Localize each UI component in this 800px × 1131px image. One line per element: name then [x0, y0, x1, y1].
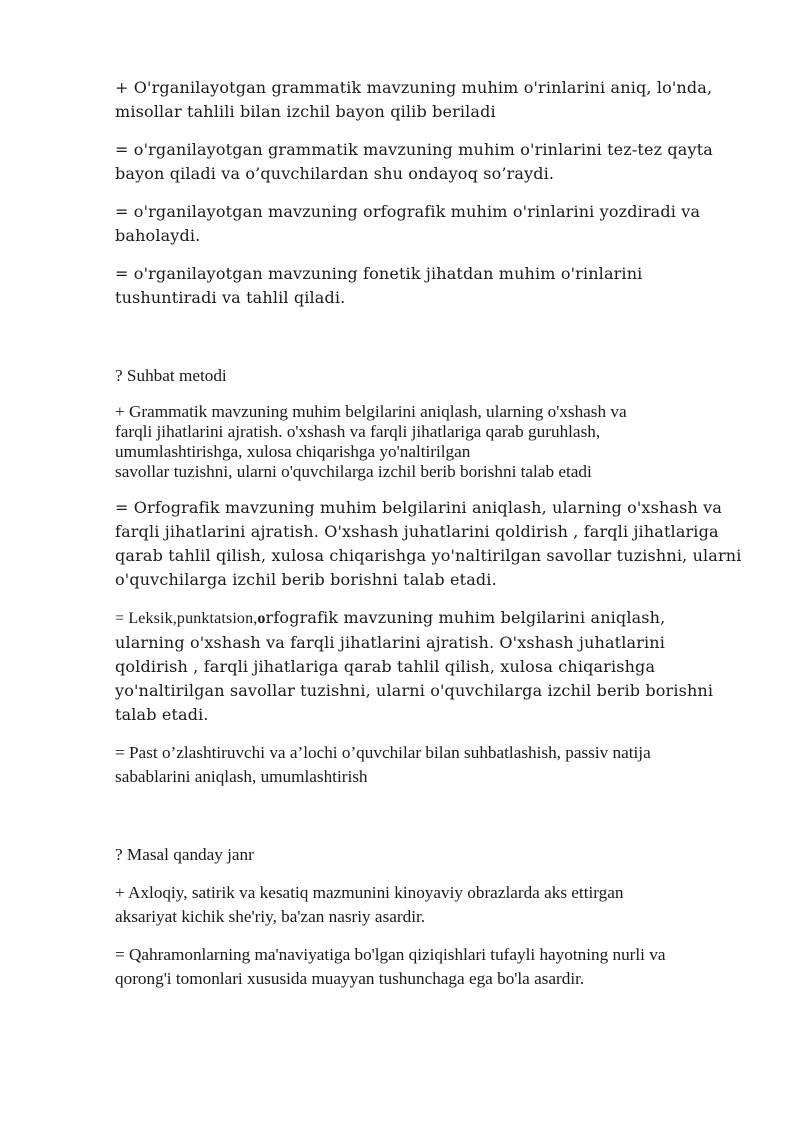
text-run: rfografik mavzuning muhim belgilarini aniqlash,	[265, 608, 666, 627]
answer-option	[115, 943, 730, 991]
document-page	[115, 76, 742, 1005]
text-line: qarab tahlil qilish, xulosa chiqarishga yo'naltirilgan savollar tuzishni, ularni	[115, 546, 742, 565]
text-line: farqli jihatlarini ajratish. o'xshash va farqli jihatlariga qarab guruhlash,	[115, 422, 601, 441]
text-line: + Grammatik mavzuning muhim belgilarini aniqlash, ularning o'xshash va	[115, 402, 627, 421]
text-line: yo'naltirilgan savollar tuzishni, ularni o'quvchilarga izchil berib borishni	[115, 681, 714, 700]
section-gap	[115, 324, 730, 364]
bold-letter: o	[257, 610, 266, 627]
text-line: talab etadi.	[115, 705, 209, 724]
text-line	[115, 606, 730, 631]
text-line: savollar tuzishni, ularni o'quvchilarga izchil berib borishni talab etadi	[115, 462, 592, 481]
text-line: bayon qiladi va o’quvchilardan shu ondayoq so’raydi.	[115, 164, 555, 183]
text-line: + Axloqiy, satirik va kesatiq mazmunini kinoyaviy obrazlarda aks ettirgan	[115, 883, 624, 902]
question-heading: ? Suhbat metodi	[115, 366, 227, 385]
answer-option	[115, 138, 730, 186]
answer-option	[115, 262, 730, 310]
answer-option	[115, 402, 730, 482]
text-line: = Orfografik mavzuning muhim belgilarini aniqlash, ularning o'xshash va	[115, 498, 723, 517]
text-line: = Past o’zlashtiruvchi va a’lochi o’quvchilar bilan suhbatlashish, passiv natija	[115, 743, 651, 762]
text-line: farqli jihatlarini ajratish. O'xshash juhatlarini qoldirish , farqli jihatlariga	[115, 522, 719, 541]
text-line: aksariyat kichik she'riy, ba'zan nasriy asardir.	[115, 907, 426, 926]
text-line: = o'rganilayotgan grammatik mavzuning muhim o'rinlarini tez-tez qayta	[115, 140, 713, 159]
answer-option	[115, 741, 730, 789]
text-line: misollar tahlili bilan izchil bayon qilib beriladi	[115, 102, 496, 121]
text-line: qoldirish , farqli jihatlariga qarab tahlil qilish, xulosa chiqarishga	[115, 657, 656, 676]
text-line: sabablarini aniqlash, umumlashtirish	[115, 767, 368, 786]
text-line: = Qahramonlarning ma'naviyatiga bo'lgan qiziqishlari tufayli hayotning nurli va	[115, 945, 666, 964]
text-line: qorong'i tomonlari xususida muayyan tushunchaga ega bo'la asardir.	[115, 969, 585, 988]
text-run: = Leksik,punktatsion,	[115, 610, 258, 627]
text-line: o'quvchilarga izchil berib borishni talab etadi.	[115, 570, 497, 589]
text-line: + O'rganilayotgan grammatik mavzuning muhim o'rinlarini aniq, lo'nda,	[115, 78, 713, 97]
question-heading: ? Masal qanday janr	[115, 845, 254, 864]
answer-option	[115, 606, 730, 727]
text-line: baholaydi.	[115, 226, 201, 245]
answer-option	[115, 496, 742, 592]
answer-option	[115, 881, 730, 929]
text-line: ularning o'xshash va farqli jihatlarini ajratish. O'xshash juhatlarini	[115, 633, 665, 652]
text-line: = o'rganilayotgan mavzuning orfografik muhim o'rinlarini yozdiradi va	[115, 202, 701, 221]
text-line: tushuntiradi va tahlil qiladi.	[115, 288, 346, 307]
text-line: = o'rganilayotgan mavzuning fonetik jihatdan muhim o'rinlarini	[115, 264, 643, 283]
answer-option	[115, 76, 730, 124]
text-line: umumlashtirishga, xulosa chiqarishga yo'naltirilgan	[115, 442, 471, 461]
answer-option	[115, 200, 730, 248]
section-gap	[115, 803, 730, 843]
